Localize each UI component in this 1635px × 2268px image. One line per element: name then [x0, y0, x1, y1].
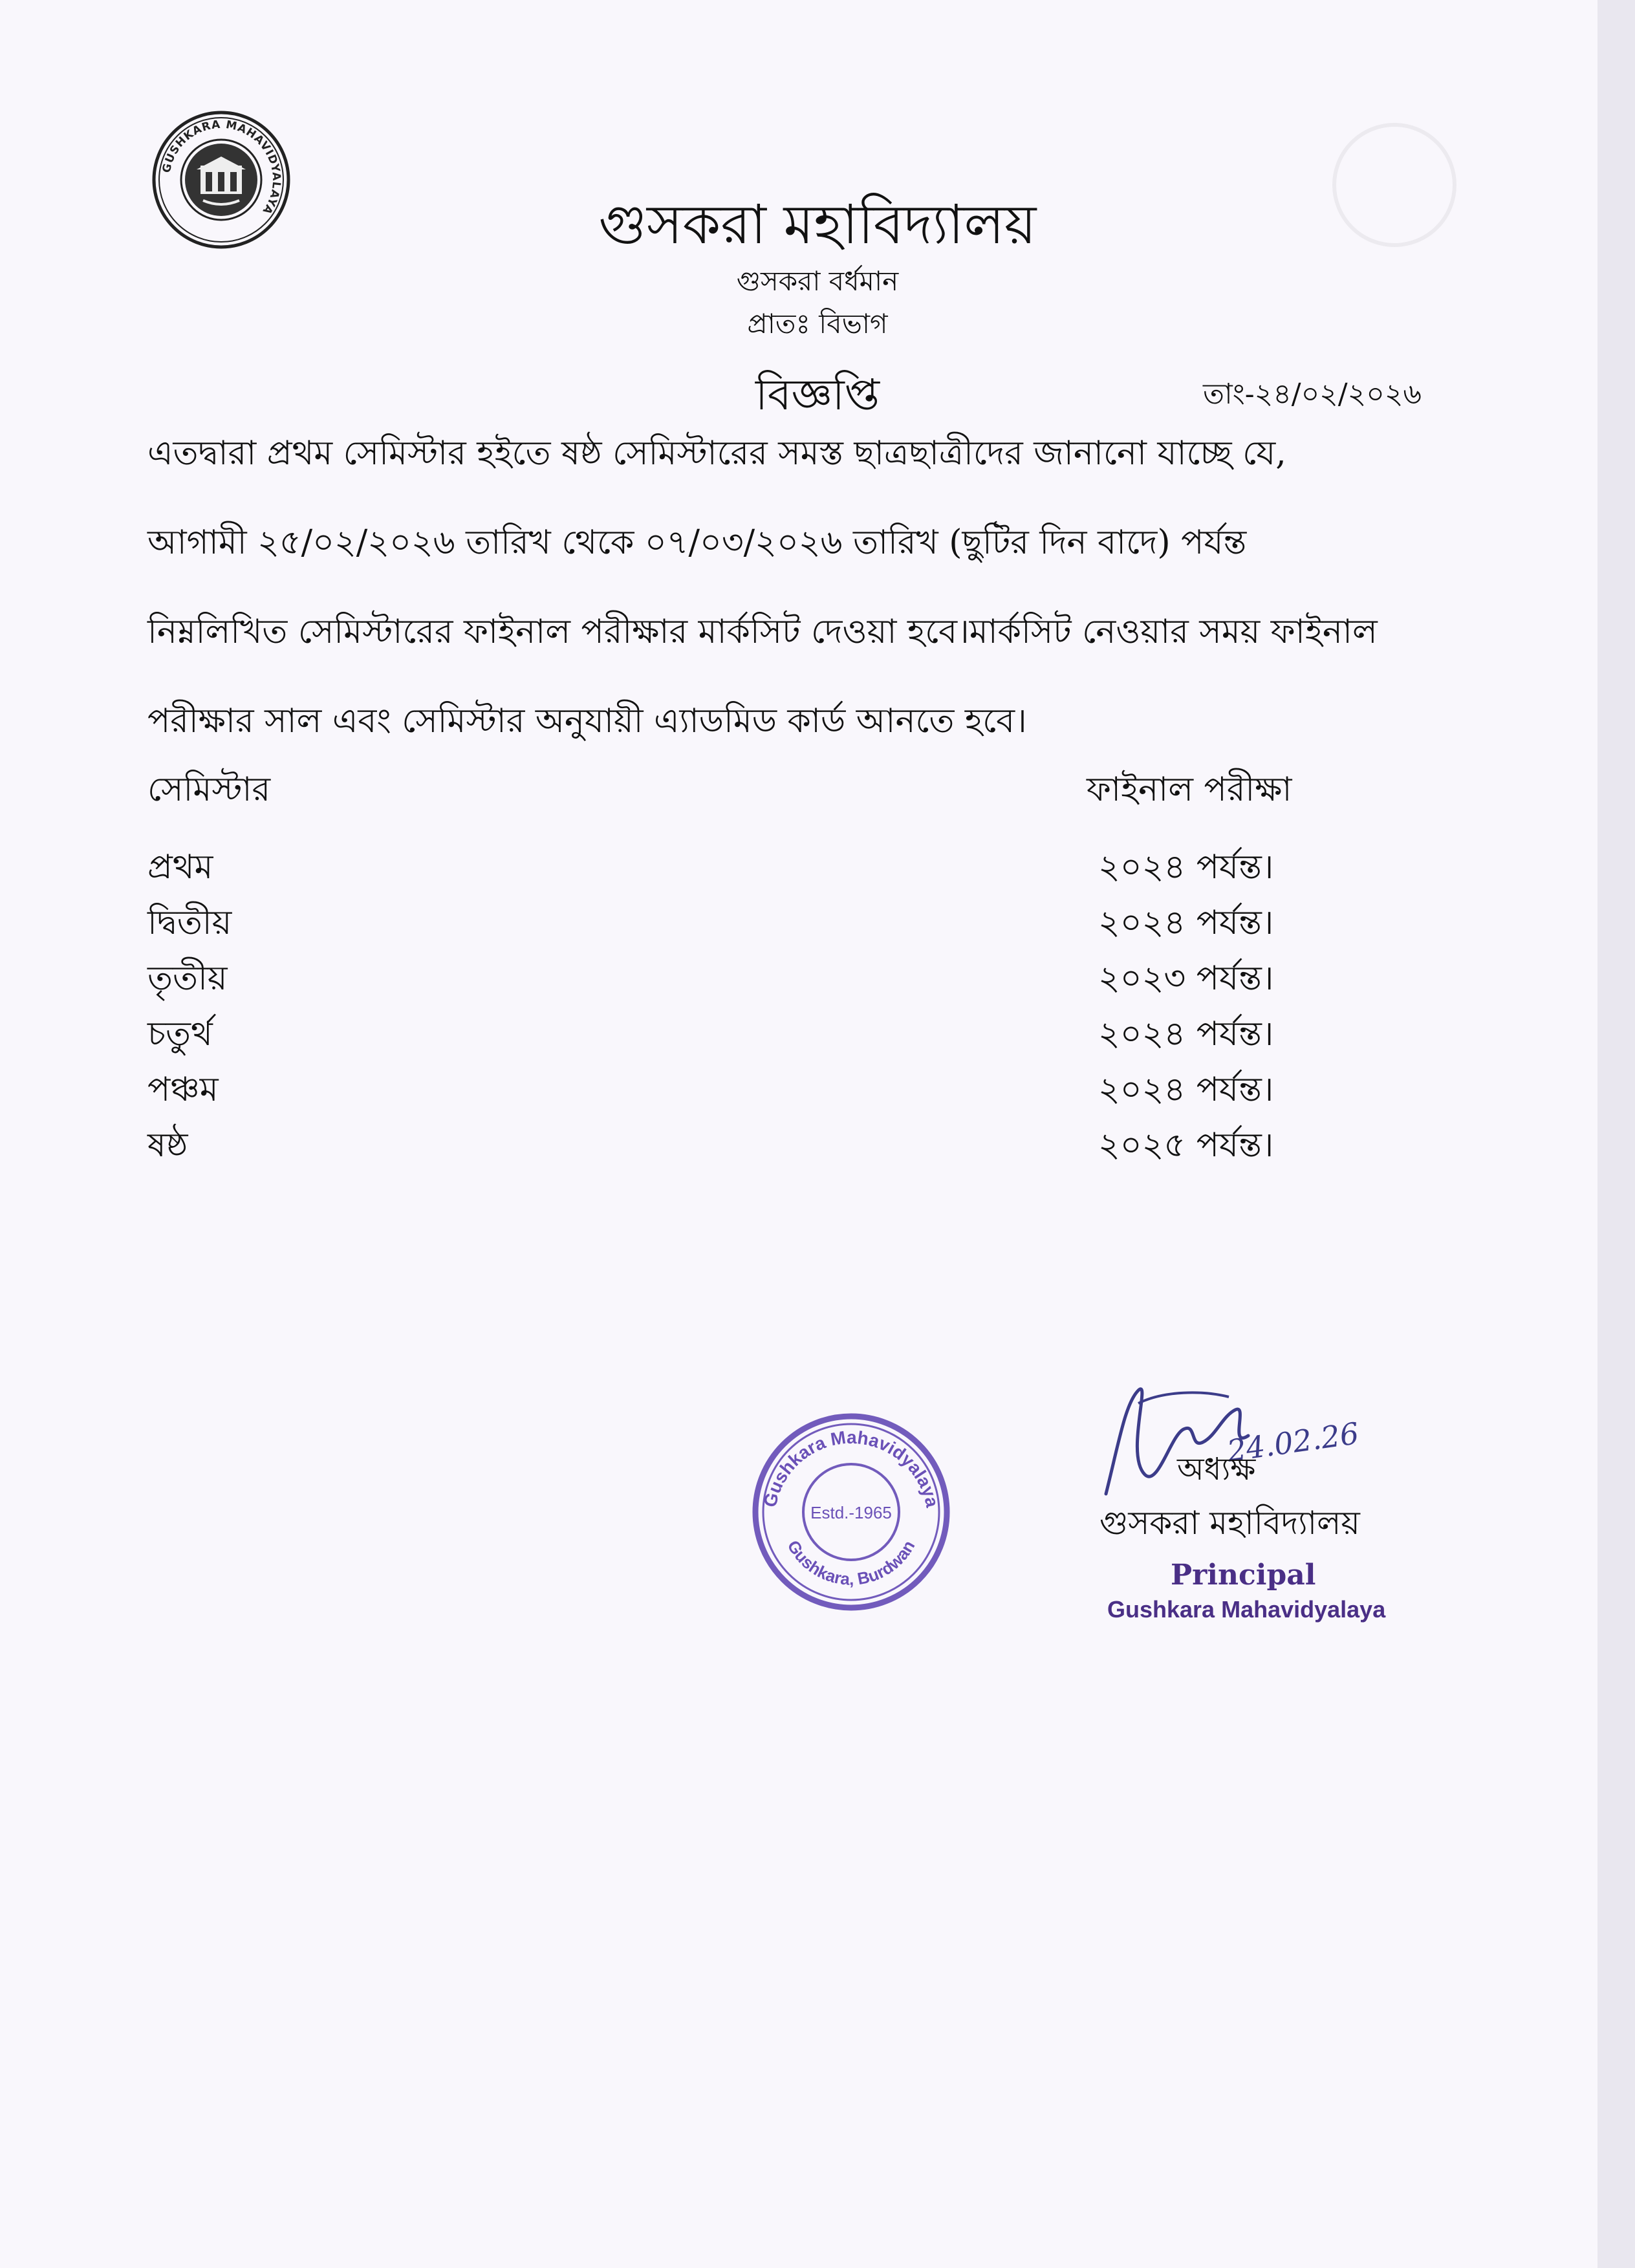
list-item: [147, 1119, 1312, 1174]
notice-line: নিম্নলিখিত সেমিস্টারের ফাইনাল পরীক্ষার মার্কসিট দেওয়া হবে।মার্কসিট নেওয়ার সময় ফাইনাল: [147, 612, 1378, 651]
signatory-college: গুসকরা মহাবিদ্যালয়: [1099, 1504, 1360, 1542]
logo-ring-text: GUSHKARA MAHAVIDYALAYA: [160, 118, 283, 217]
final-exam-column-header: ফাইনাল পরীক্ষা: [1087, 770, 1292, 809]
list-item: [147, 1063, 1312, 1119]
stamp-top-text: Gushkara Mahavidyalaya: [759, 1427, 943, 1509]
notice-heading: বিজ্ঞপ্তি: [755, 370, 880, 420]
semester-name: ষষ্ঠ: [147, 1126, 188, 1165]
principal-stamp-label: Principal: [1171, 1559, 1316, 1592]
notice-line: আগামী ২৫/০২/২০২৬ তারিখ থেকে ০৭/০৩/২০২৬ তারিখ (ছুটির দিন বাদে) পর্যন্ত: [147, 523, 1247, 562]
signatory-title: অধ্যক্ষ: [1177, 1451, 1256, 1487]
exam-year: ২০২৪ পর্যন্ত।: [1098, 903, 1274, 942]
exam-year: ২০২৫ পর্যন্ত।: [1098, 1126, 1274, 1165]
semester-name: প্রথম: [147, 848, 213, 887]
college-stamp: [749, 1410, 953, 1614]
college-title: গুসকরা মহাবিদ্যালয়: [598, 193, 1037, 256]
list-item: [147, 841, 1312, 896]
notice-line: পরীক্ষার সাল এবং সেমিস্টার অনুযায়ী এ্যাডমিড কার্ড আনতে হবে।: [147, 702, 1027, 740]
semester-column-header: সেমিস্টার: [147, 770, 271, 809]
exam-year: ২০২৩ পর্যন্ত।: [1098, 959, 1274, 998]
signature-date: 24.02.26: [1225, 1415, 1361, 1469]
stamp-center-text: Estd.-1965: [810, 1503, 892, 1522]
department-name: প্রাতঃ বিভাগ: [747, 308, 888, 340]
exam-year: ২০২৪ পর্যন্ত।: [1098, 1015, 1274, 1053]
semester-name: তৃতীয়: [147, 959, 228, 998]
list-item: [147, 1008, 1312, 1063]
exam-year: ২০২৪ পর্যন্ত।: [1098, 1070, 1274, 1109]
notice-line: এতদ্বারা প্রথম সেমিস্টার হইতে ষষ্ঠ সেমিস্টারের সমস্ত ছাত্রছাত্রীদের জানানো যাচ্ছে যে,: [147, 434, 1286, 473]
notice-date: তাং-২৪/০২/২০২৬: [1203, 378, 1422, 411]
stamp-bottom-text: Gushkara, Burdwan: [783, 1537, 919, 1589]
list-item: [147, 952, 1312, 1008]
semester-name: চতুর্থ: [147, 1015, 213, 1053]
college-location: গুসকরা বর্ধমান: [736, 265, 899, 297]
notice-body: [147, 409, 1525, 766]
list-item: [147, 896, 1312, 952]
semester-name: দ্বিতীয়: [147, 903, 232, 942]
principal-stamp-college: Gushkara Mahavidyalaya: [1107, 1596, 1386, 1623]
semester-list: [147, 841, 1312, 1174]
semester-name: পঞ্চম: [147, 1070, 219, 1109]
svg-text:Gushkara, Burdwan: [784, 1537, 919, 1588]
exam-year: ২০২৪ পর্যন্ত।: [1098, 848, 1274, 887]
